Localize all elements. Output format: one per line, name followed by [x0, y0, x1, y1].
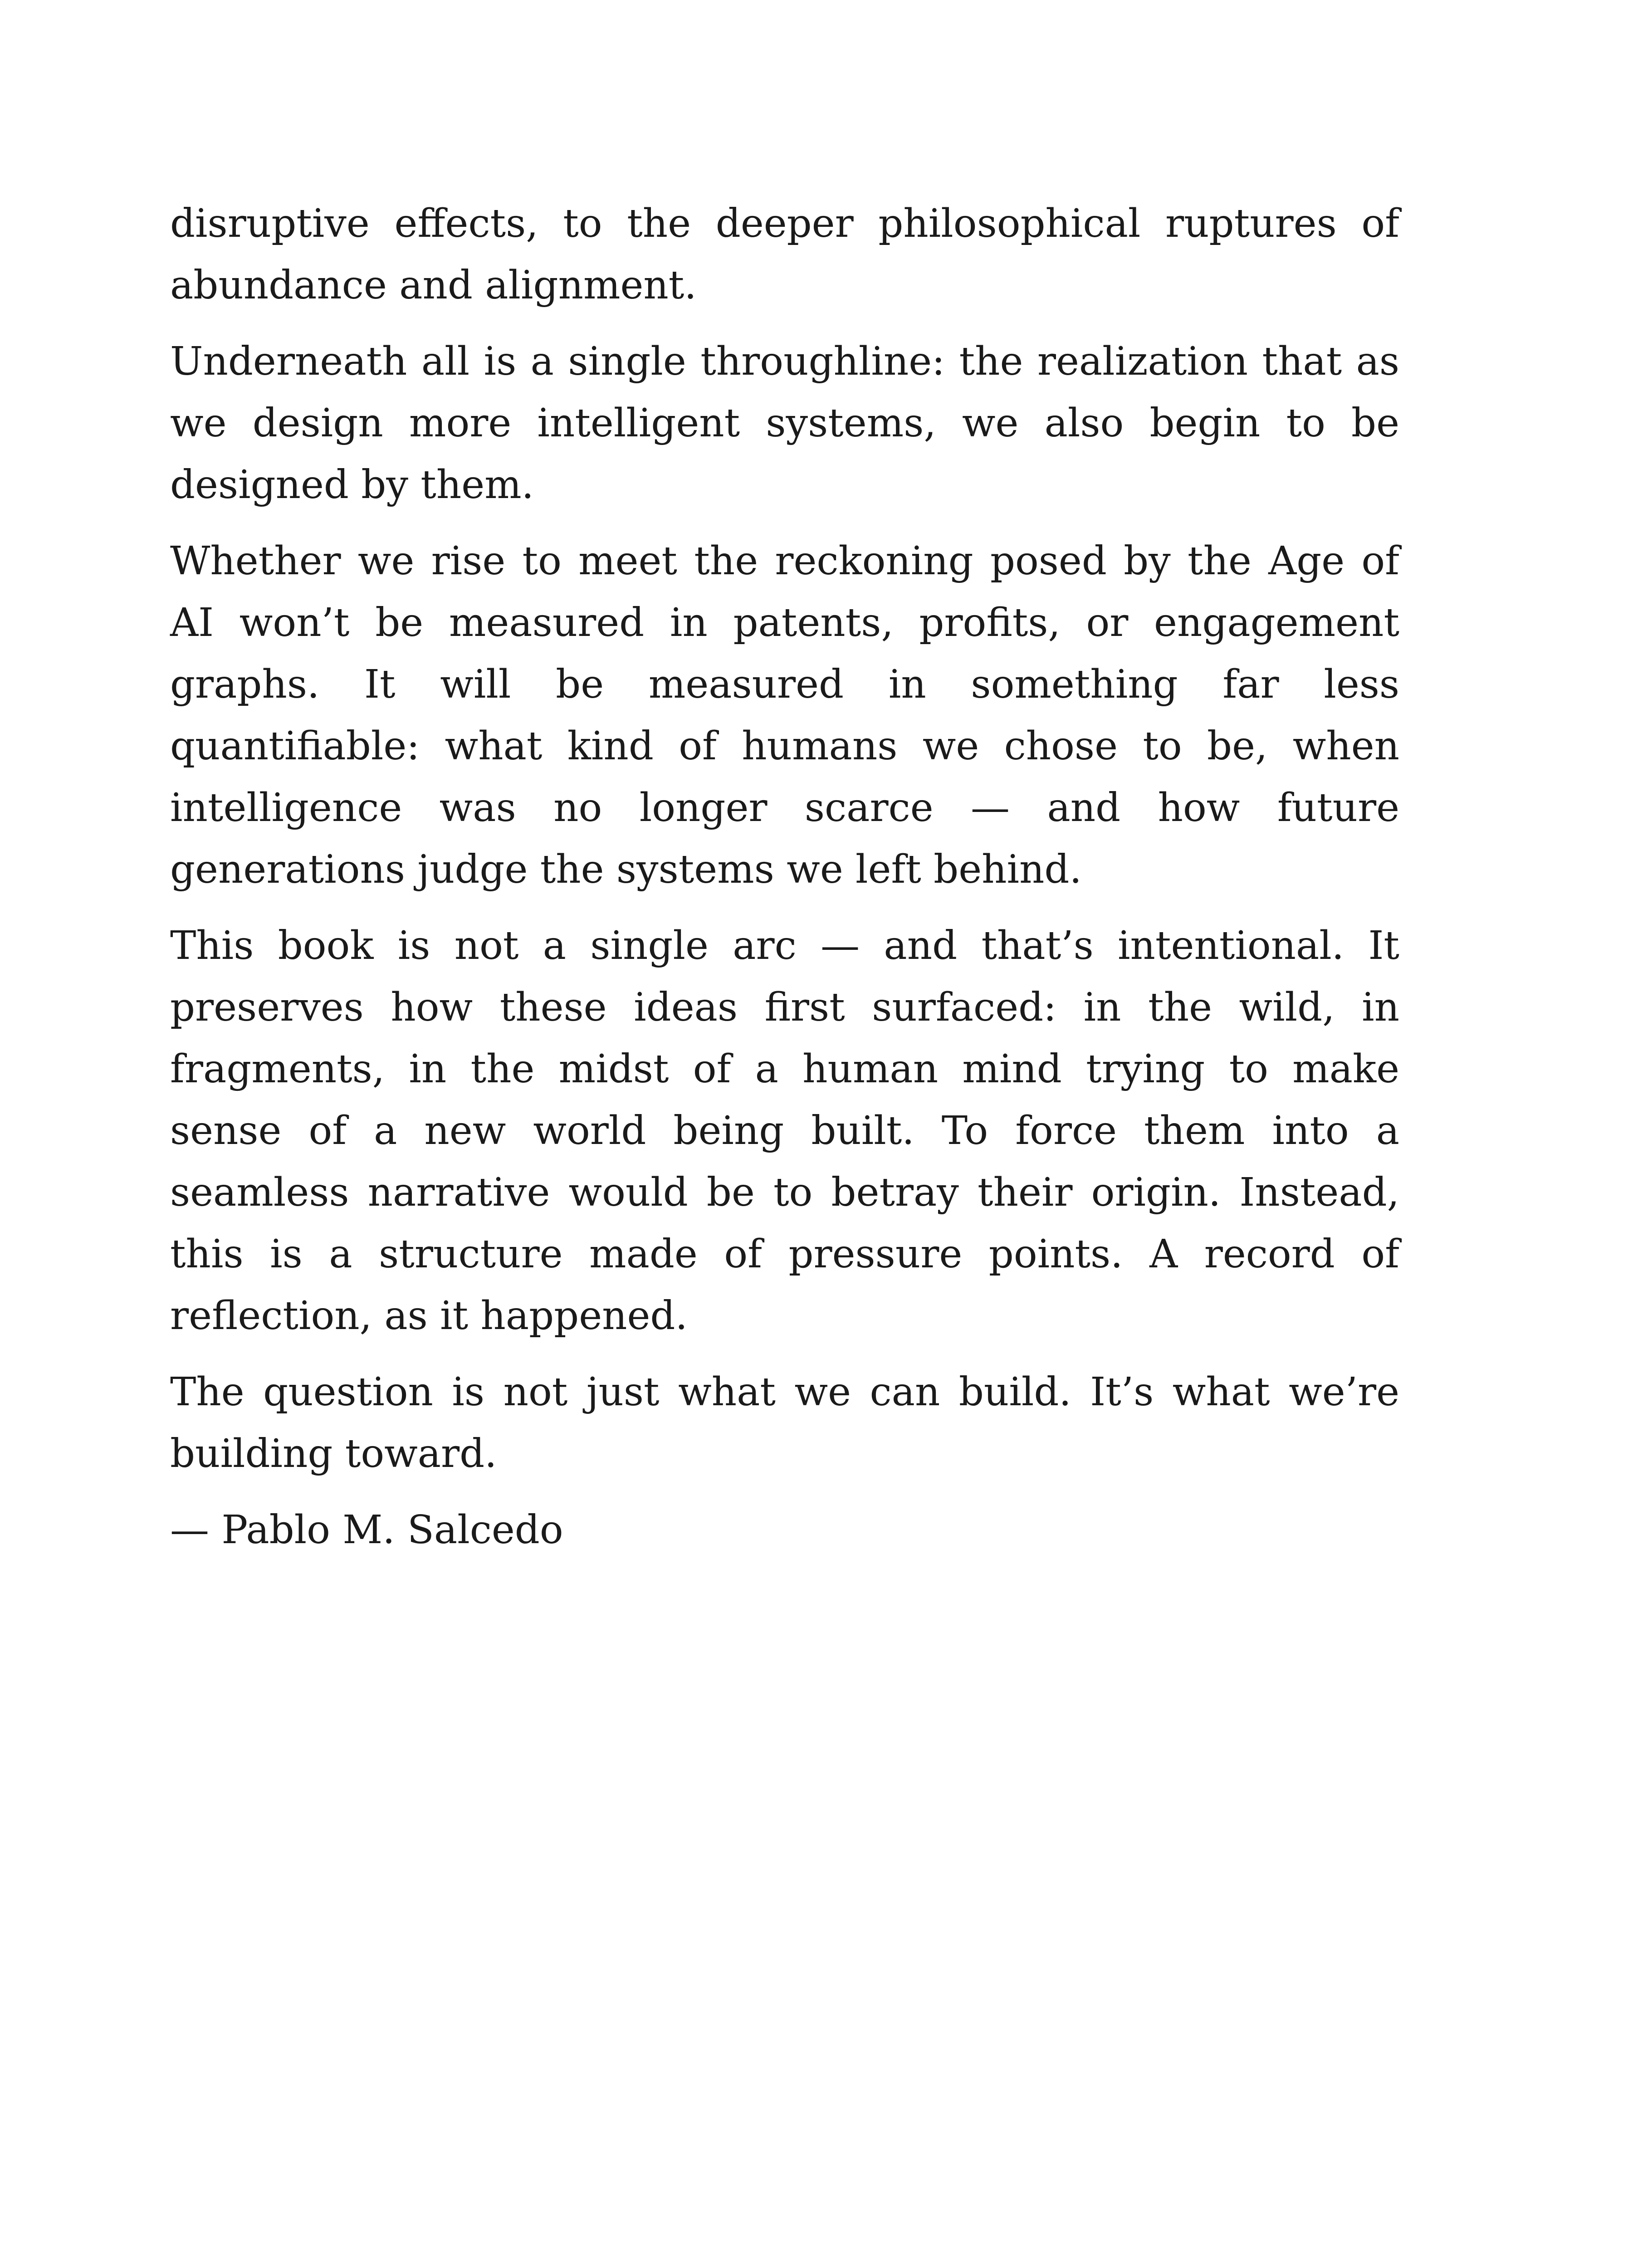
paragraph-2: Underneath all is a single throughline: the realization that as we design more intelligent systems, we also begin to be designed by them. [170, 339, 1399, 508]
paragraph-3: Whether we rise to meet the reckoning posed by the Age of AI won’t be measured in patents, profits, or engagement graphs. It will be measured in something far less quantifiable: what kind of humans we chose to be, when intelligence was no longer scarce — and how future generations judge the systems we left behind. [170, 538, 1399, 892]
author-signature: — Pablo M. Salcedo [170, 1507, 563, 1553]
paragraph-1: disruptive effects, to the deeper philosophical ruptures of abundance and alignment. [170, 201, 1399, 308]
paragraph-5: The question is not just what we can build. It’s what we’re building toward. [170, 1369, 1399, 1476]
body-text [170, 193, 1399, 1575]
paragraph-4: This book is not a single arc — and that’s intentional. It preserves how these ideas first surfaced: in the wild, in fragments, in the midst of a human mind trying to make sense of a new world being built. To force them into a seamless narrative would be to betray their origin. Instead, this is a structure made of pressure points. A record of reflection, as it happened. [170, 923, 1399, 1339]
